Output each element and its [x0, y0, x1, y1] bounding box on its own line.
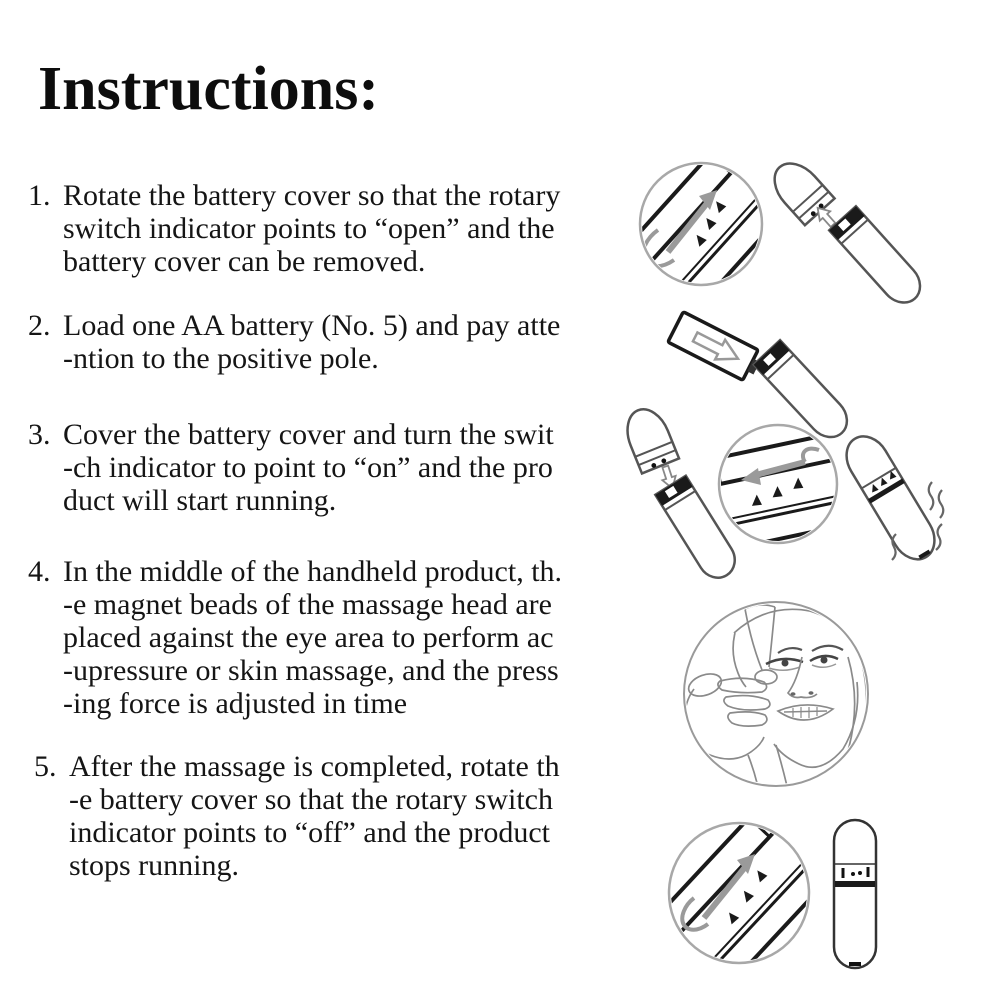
instruction-line: -ch indicator to point to “on” and the pro	[63, 451, 553, 484]
figure-step4-face-massage	[672, 597, 882, 802]
item-number: 1.	[28, 179, 51, 212]
battery-cap	[619, 403, 679, 474]
figure-step1-rotate-open	[618, 150, 938, 308]
device-body	[829, 206, 928, 310]
instruction-item-1	[28, 179, 668, 278]
aa-battery	[668, 312, 765, 384]
instruction-line: -e battery cover so that the rotary switch	[69, 783, 553, 816]
item-lines	[63, 418, 668, 517]
assembled-device	[838, 428, 943, 567]
standing-device	[834, 820, 876, 968]
instruction-line: Rotate the battery cover so that the rotary	[63, 179, 561, 212]
instruction-line: -ing force is adjusted in time	[63, 687, 408, 720]
instruction-item-4	[28, 555, 668, 720]
instruction-item-2	[28, 309, 668, 375]
zoom-circle-off-icon	[649, 801, 838, 994]
instruction-item-5	[34, 750, 674, 882]
instruction-line: stops running.	[69, 849, 240, 882]
instruction-line: Load one AA battery (No. 5) and pay atte	[63, 309, 561, 342]
instruction-line: In the middle of the handheld product, th.	[63, 555, 563, 588]
instruction-line: After the massage is completed, rotate th	[69, 750, 560, 783]
item-lines	[69, 750, 674, 882]
scene-circle	[684, 602, 868, 786]
zoom-circle-on-icon	[700, 425, 860, 552]
zoom-circle-open-icon	[621, 141, 791, 315]
instruction-line: battery cover can be removed.	[63, 245, 426, 278]
item-number: 2.	[28, 309, 51, 342]
figure-step3-turn-on	[600, 398, 960, 590]
instruction-line: Cover the battery cover and turn the swit	[63, 418, 554, 451]
item-number: 3.	[28, 418, 51, 451]
item-lines	[63, 309, 668, 375]
instruction-line: -e magnet beads of the massage head are	[63, 588, 552, 621]
instruction-line: switch indicator points to “open” and the	[63, 212, 555, 245]
instruction-item-3	[28, 418, 668, 517]
instruction-line: -upressure or skin massage, and the press	[63, 654, 559, 687]
instruction-line: placed against the eye area to perform ac	[63, 621, 554, 654]
item-number: 4.	[28, 555, 51, 588]
item-lines	[63, 179, 668, 278]
page-title: Instructions:	[38, 55, 380, 123]
instruction-line: -ntion to the positive pole.	[63, 342, 379, 375]
figure-step5-turn-off	[660, 812, 890, 980]
instruction-line: indicator points to “off” and the product	[69, 816, 550, 849]
item-number: 5.	[34, 750, 57, 783]
item-lines	[63, 555, 668, 720]
instruction-line: duct will start running.	[63, 484, 337, 517]
